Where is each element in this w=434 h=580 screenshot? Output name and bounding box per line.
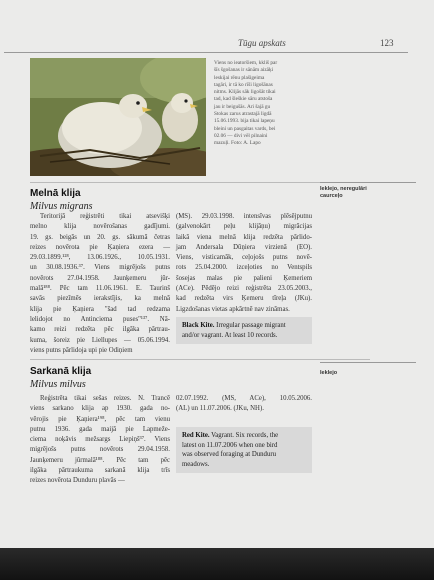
text-line: Stokas zarus atrastajā ligdā <box>214 111 272 118</box>
text-line: kuma, šoreiz pie Liellupes — 05.06.1994. <box>30 336 170 344</box>
text-line: Jaunķemeru jūrmalā¹⁸⁸. Pēc tam pēc <box>30 456 170 464</box>
text-line: (galvenokārt peļu klijāņu) migrācijas <box>176 223 312 231</box>
text-line: reizes novērota Dunduru plavās — <box>30 477 125 485</box>
page-number: 123 <box>380 38 394 48</box>
body-left-red-kite <box>30 394 170 487</box>
english-species-name: Black Kite. <box>182 322 215 329</box>
english-text: was observed foraging at Dunduru <box>182 451 276 458</box>
text-line: (MS). 29.03.1998. intensīvas plēsējputnu <box>176 213 312 220</box>
text-line: ciema noķāvis mežsargs Liepiņš³⁷. Viens <box>30 436 170 444</box>
english-line <box>182 460 306 470</box>
header-rule <box>4 52 408 53</box>
margin-rule <box>320 182 416 183</box>
species-latin-black-kite: Milvus migrans <box>30 201 93 212</box>
english-line <box>182 450 306 460</box>
photo-illustration <box>30 58 206 176</box>
text-line: 02.06 — divi vēl pilnaini <box>214 132 268 139</box>
text-line: Viens no ieatoršiem, kkliš par <box>214 60 278 66</box>
text-line: vērojis pie Ķaņiera¹⁹⁸, pēc tam vienu <box>30 415 170 423</box>
english-text: Irregular passage migrant <box>214 322 286 329</box>
status-note-red-kite <box>320 370 337 377</box>
text-line: tagāri, ir tā ko rīši ligošānas <box>214 81 273 88</box>
text-line: šosejas malas pie palieni Ķemeriem <box>176 274 312 282</box>
english-line <box>182 441 306 451</box>
text-line: Reģistrēta tikai sešas reizes. N. Trancē <box>40 395 170 402</box>
english-text: and/or vagrant. At least 10 records. <box>182 331 278 339</box>
status-note-black-kite <box>320 186 367 200</box>
margin-rule <box>320 362 416 363</box>
text-line: putnu 1936. gada maijā pie Lapmeže- <box>30 425 170 433</box>
eagle-chicks-photo <box>30 58 206 176</box>
background-shadow <box>0 548 434 580</box>
english-text: latest on 11.07.2006 when one bird <box>182 441 278 449</box>
text-line: 15.06.1993. bija tikai lapeņu <box>214 118 275 125</box>
english-summary-red-kite <box>176 427 312 473</box>
text-line: 19. gs. beigās un 20. gs. sākumā četras <box>30 233 170 241</box>
body-left-black-kite <box>30 212 170 356</box>
text-line: ilgāka pārtraukuma sarkanā klija trīs <box>30 467 170 475</box>
text-line: novērots 27.04.1958. Jaunķemeru jūr- <box>30 274 170 282</box>
text-line: šīs šgošanas ir sānām aizāķi <box>214 67 274 74</box>
text-line: migrējošs putns novērots 29.04.1958. <box>30 446 170 454</box>
text-line: viens sarkano klija ap 1930. gada no- <box>30 405 170 413</box>
text-line: reizes novērota pie Ķaņiera ezera — <box>30 243 170 251</box>
running-head: Tūgu apskats <box>238 38 286 48</box>
text-line: un 30.08.1936.³⁷. Viens migrējošs putns <box>30 264 170 272</box>
text-line: bleini un pasgaitas vards, bei <box>214 125 276 132</box>
english-line <box>182 331 306 341</box>
photo-caption <box>214 60 314 148</box>
text-line: caurceļo <box>320 193 343 199</box>
text-line: tad, kad šleškie sāru atstoša <box>214 96 273 103</box>
text-line: leskijai rēnu plašigeima <box>214 74 265 81</box>
text-line: kamo reizi redzēta pēc ilgāka pārtrau- <box>30 326 170 334</box>
text-line: 02.07.1992. (MS, ACe), 10.05.2006. <box>176 395 312 402</box>
text-line: laikā viena melnā klija redzēta pārlido- <box>176 233 312 241</box>
text-line: Ieklejo <box>320 370 338 376</box>
text-line: (AL) un 11.07.2006. (JKu, NH). <box>176 405 264 413</box>
text-line: malā¹⁸⁸. Pēc tam 11.06.1961. E. Taurinš <box>30 285 170 293</box>
text-line: melno klija novērošanas gadījumi. <box>30 223 170 231</box>
text-line: klija pie Ķaņiera "šad tad redzama <box>30 305 170 313</box>
species-title-black-kite: Melnā klija <box>30 188 81 199</box>
text-line: Ligzdošanas vietas apkārtnē nav zināmas. <box>176 305 290 313</box>
text-line: jam Andersala Dūņiera virzienā (EO). <box>176 243 312 251</box>
body-right-black-kite <box>176 212 312 315</box>
body-right-red-kite <box>176 394 312 415</box>
english-line <box>182 431 306 441</box>
species-latin-red-kite: Milvus milvus <box>30 379 86 390</box>
text-line: (ACe). Pēdējo reizi reģistrēta 23.05.2003., <box>176 285 312 293</box>
english-summary-black-kite <box>176 317 312 344</box>
species-title-red-kite: Sarkanā klija <box>30 366 92 377</box>
english-text: meadows. <box>182 460 210 468</box>
text-line: nitms. Klijās sāk ligošāt tikai <box>214 89 276 96</box>
text-line: Viens, visticamāk, ceļojošs putns novē- <box>176 254 312 262</box>
section-divider <box>30 359 370 360</box>
text-line: lelidojot no Antinciema puses"¹³⁷. Nā- <box>30 315 170 323</box>
text-line: rots 25.04.2000. izceļoties no Ventspils <box>176 264 312 272</box>
text-line: jau ir beigušās. Ari šajā gu <box>214 103 271 110</box>
english-text: Vagrant. Six records, the <box>209 432 279 439</box>
section-divider <box>30 182 370 183</box>
text-line: Teritorijā reģistrēti tikai atsevišķi <box>40 213 170 220</box>
text-line: Ieklejo, neregulāri <box>320 186 367 192</box>
text-line: mazuļi. Foto: A. Lapo <box>214 140 261 147</box>
text-line: savās piezīmēs ierakstījis, ka melnā <box>30 295 170 303</box>
text-line: 29.03.1899.¹²⁸, 13.06.1926., 10.05.1931. <box>30 254 170 262</box>
english-line <box>182 321 306 331</box>
english-species-name: Red Kite. <box>182 432 210 439</box>
text-line: kad redzēta virs Ķemeru tīreļa (JKu). <box>176 295 312 303</box>
text-line: viens putns pārlidoja upi pie Odiņiem <box>30 346 133 354</box>
